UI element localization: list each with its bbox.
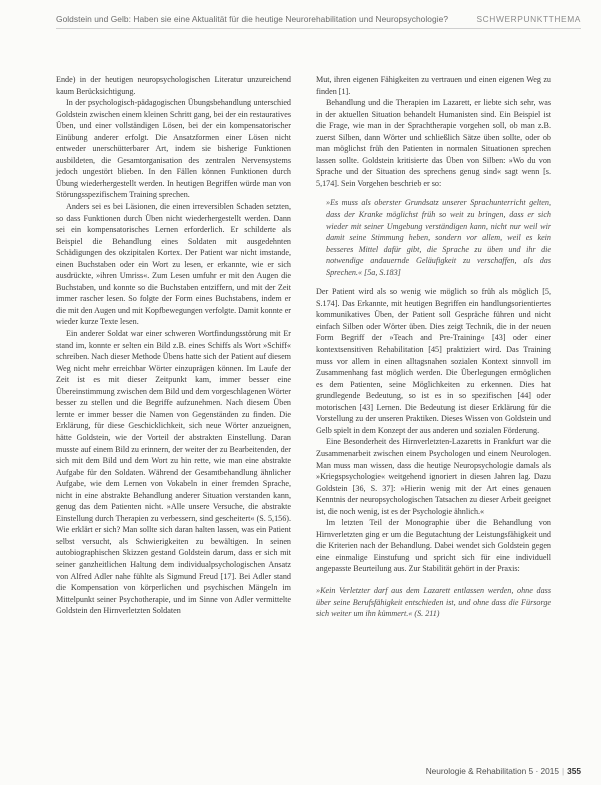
paragraph: Im letzten Teil der Monographie über die Behandlung von Hirnverletzten ging er um die Begutachtung der Leistungsfähigkeit und die Kriterien nach der Behandlung. Dabei wendet sich Goldstein gegen eine einmalige Einstufung und spricht sich für eine individuell angepasste Beurteilung aus. Zur Stabilität gehört in der Praxis: <box>316 518 551 574</box>
block-quote: »Es muss als oberster Grundsatz unserer Sprachunterricht gelten, dass der Kranke möglichst früh so weit zu bringen, dass er sich wieder mit seiner Umgebung verständigen kann, nicht nur weil wir damit seine Stimmung heben, sondern vor allem, weil es kein besseres Mittel dafür gibt, die Sprache zu üben und ihr die notwendige andauernde Geläufigkeit zu verschaffen, als das Sprechen.« [5a, S.183] <box>326 198 551 277</box>
page-number: 355 <box>567 766 581 776</box>
footer-separator: | <box>562 766 565 776</box>
paragraph: Ende) in der heutigen neuropsychologischen Literatur unzureichend kaum Berücksichtigung. <box>56 75 291 96</box>
paragraph: Mut, ihren eigenen Fähigkeiten zu vertrauen und einen eigenen Weg zu finden [1]. <box>316 75 551 96</box>
closing-quote: »Kein Verletzter darf aus dem Lazarett entlassen werden, ohne dass über seine Berufsfähigkeit entschieden ist, und ohne dass die Fürsorge sich weiter um ihn kümmert.« (S. 211) <box>316 585 551 619</box>
right-column <box>316 74 551 628</box>
left-column <box>56 74 291 617</box>
section-label: SCHWERPUNKTTHEMA <box>476 14 581 24</box>
running-header <box>56 14 581 29</box>
paragraph: Behandlung und die Therapien im Lazarett, er liebte sich sehr, was in der aktuellen Situation behandelt Humanisten sind. Ein Beispiel ist die Frage, wie man in der Sprachtherapie vorgehen soll, ob man z.B. zuerst Silben, dann Wörter und schließlich Sätze üben sollte, oder ob man möglichst früh den Patienten in normalen Situationen sprechen lassen sollte. Goldstein kritisierte das Üben von Silben: »Wo du von Sprache und der Situation des sprechens genug sind« sagt wenn [s. 5,174]. Sein Vorgehen beschrieb er so: <box>316 98 551 188</box>
paragraph: Anders sei es bei Läsionen, die einen irreversiblen Schaden setzten, so dass Funktionen durch Üben nicht wiederhergestellt werden. Dann sei ein kompensatorisches Lernen erforderlich. Er schilderte als Beispiel die Behandlung eines Soldaten mit ausgedehnten Schädigungen des okzipitalen Kortex. Der Patient war nicht imstande, einen Buchstaben oder ein Wort zu lesen, er erkannte, wie er sich ausdrückte, »ihren Umriss«. Zum Lesen umfuhr er mit den Augen die Buchstaben, und konnte so die Buchstaben entziffern, und mit der Zeit immer rascher lesen. So folgte der Form eines Buchstabens, indem er die mit den Augen und mit Kopfbewegungen verfolgte. Damit konnte er wieder kurze Texte lesen. <box>56 202 291 327</box>
journal-name: Neurologie & Rehabilitation 5 · 2015 <box>425 766 559 776</box>
paragraph: Ein anderer Soldat war einer schweren Wortfindungsstörung mit Er stand im, konnte er selten ein Bild z.B. eines Schiffs als Wort »Schiff« schreiben. Nach dieser Methode Übens hatte sich der Patient auf diesem Weg nicht mehr erreichbar Wörter einzuprägen können. Im Laufe der Zeit ist es mit dieser Zeitpunkt kam, immer besser eine Übereinstimmung zwischen dem Bild und dem vorgeschlagenen Wörter besser zu stellen und die Begriffe aufzunehmen. Nach diesem Üben lernte er immer besser die Namen von Gegenständen zu finden. Die Erklärung, für diese Geschicklichkeit, sich neue Wörter anzueignen, hätte Goldstein, wie der Vorteil der abstrakten Einstellung. Daran musste auf einem Bild zu erinnern, der weiter der zu Bearbeitenden, der sich mit dem Bild und dem Wort zu hin rette, wie man eine abstrakte Aufgabe für den Soldaten. Während der Gesamtbehandlung ähnlicher Aufgabe, wie dem Lernen von Vokabeln in einer fremden Sprache, nicht in eine abstrakte Behandlung anderer Situation verstanden kann, genug das dem Patienten nicht. »Alle unsere Versuche, die abstrakte Einstellung durch Therapien zu verbessern, sind gescheitert« (S. 5,156). Wie erklärt er sich? Man sollte sich daran halten lassen, was ein Patient selbst versucht, als Schwierigkeiten zu bewältigen. In seinen autobiographischen Skizzen gestand Goldstein darum, dass er sich mit seiner ganzheitlichen Haltung dem individualpsychologischen Ansatz von Alfred Adler nahe fühlte als Sigmund Freud [17]. Bei Adler stand die Kompensation von körperlichen und psychischen Mängeln im Mittelpunkt seiner Psychotherapie, und im Sinne von Adler vermittelte Goldstein den Hirnverletzten Soldaten <box>56 329 291 616</box>
paragraph: Der Patient wird als so wenig wie möglich so früh als möglich [5, S.174]. Das Erkannte, mit heutigen Begriffen ein handlungsorientiertes kommunikatives Üben, der Patient soll Gespräche führen und nicht einfach Silben oder Wörter üben. Dies zeigt Technik, die in der neuen Form Begriff der »Teach and Pre-Training« [43] oder einer kontextsensitiven Rehabilitation [45] praktiziert wird. Das Training muss vor allem in einen alltagsnahen sozialen Kontext sinnvoll im Zusammenhang fast möglich werden. Die Überlegungen ermöglichen es dem Patienten, seine Möglichkeiten zu erkennen. Dies hat grundlegende Bedeutung, so ist es in so spezifischen [44] oder motorischen [43] Lernen. Die Bedeutung ist dieser Erklärung für die Vorstellung zu der unseren Praktiken. Dieses Wissen von Goldstein und Gelb spielt in dem Konzept der aus anderen und sozialen Förderung. <box>316 287 551 435</box>
paragraph: In der psychologisch-pädagogischen Übungsbehandlung unterschied Goldstein zwischen einem kleinen Schritt gang, bei der ein restauratives Üben, und einer vollständigen Lösen, bei der ein kompensatorischer Einübung anderer erfolgt. Die Ansatzformen einer Lösen nicht entweder unerschütterbarer Art, indem sie bisherige Funktionen ausbildeten, die Gesamtorganisation des zentralen Nervensystems jedoch ungestört blieben. In den Fällen können Funktionen durch Übung wiederhergestellt werden. In heutigen Begriffen würde man von Störungsspezifischem Training sprechen. <box>56 98 291 200</box>
paragraph: Eine Besonderheit des Hirnverletzten-Lazaretts in Frankfurt war die Zusammenarbeit zwischen einem Psychologen und einem Neurologen. Man muss man wissen, dass die heutige Neuropsychologie damals als »Kriegspsychologie« weitgehend ignoriert in diesen Jahren lag. Dazu Goldstein [36, S. 37]: »Hierin wenig mit der Art eines genauen Kenntnis der neuropsychologischen Tatsachen zu dieser Arbeit geeignet ist, die noch wenig, ist es der Psychologie ähnlich.« <box>316 437 551 516</box>
running-title: Goldstein und Gelb: Haben sie eine Aktualität für die heutige Neurorehabilitation und Neuropsychologie? <box>56 14 449 24</box>
page-footer <box>426 766 581 776</box>
